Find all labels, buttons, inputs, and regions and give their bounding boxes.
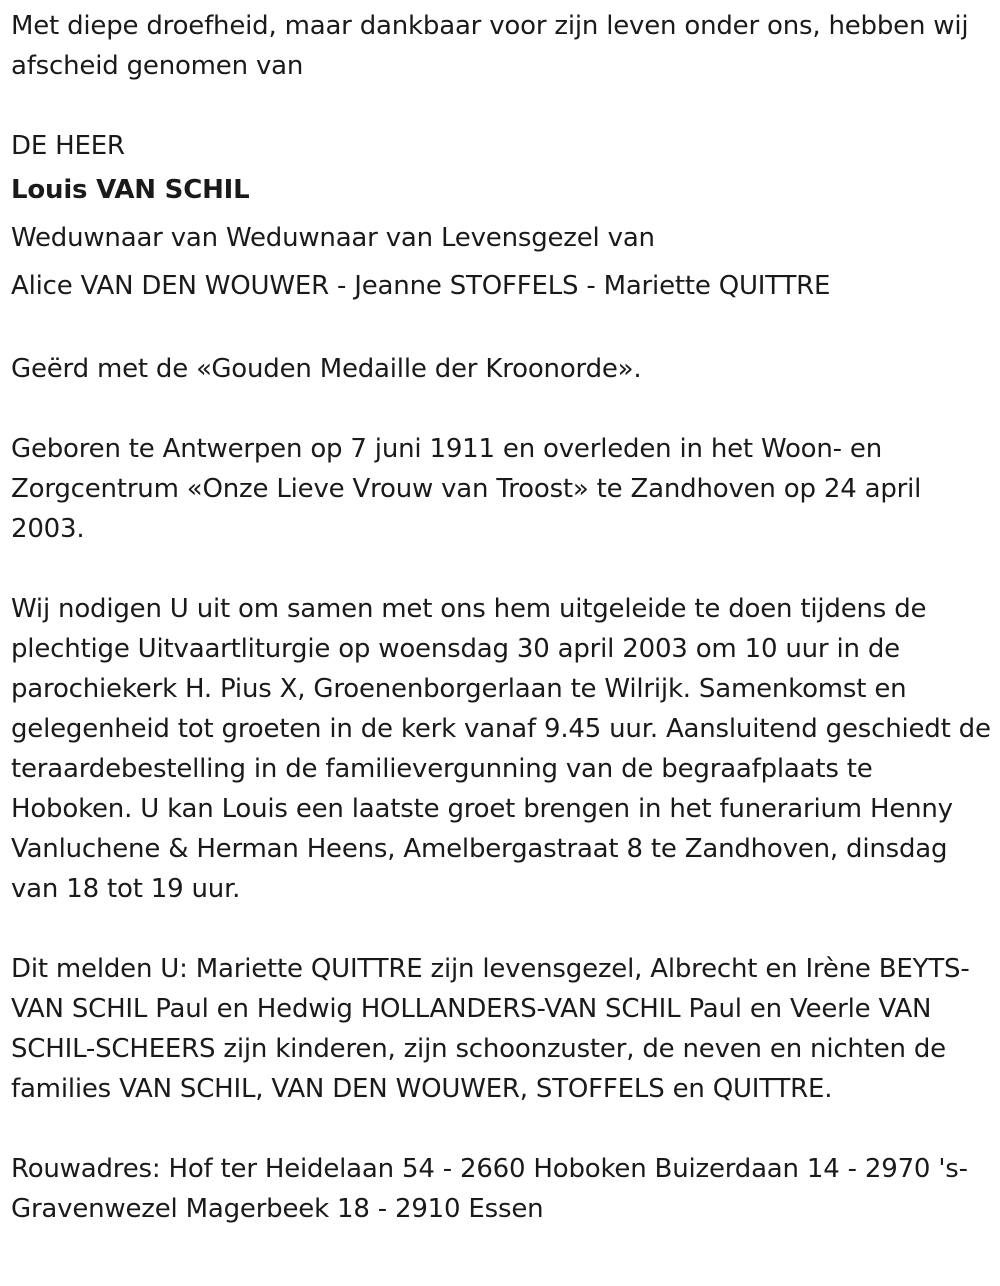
ceremony-paragraph: Wij nodigen U uit om samen met ons hem uitgeleide te doen tijdens de plechtige Uitvaartliturgie op woensdag 30 april 2003 om 10 uur in de parochiekerk H. Pius X, Groenenborgerlaan te Wilrijk. Samenkomst en gelegenheid tot groeten in de kerk vanaf 9.45 uur. Aansluitend geschiedt de teraardebestelling in de familievergunning van de begraafplaats te Hoboken. U kan Louis een laatste groet brengen in het funerarium Henny Vanluchene & Herman Heens, Amelbergastraat 8 te Zandhoven, dinsdag van 18 tot 19 uur.: [11, 594, 991, 904]
birth-death-paragraph: Geboren te Antwerpen op 7 juni 1911 en overleden in het Woon- en Zorgcentrum «Onze Lieve Vrouw van Troost» te Zandhoven op 24 april 2003.: [11, 434, 922, 544]
relation-line-2: Alice VAN DEN WOUWER - Jeanne STOFFELS - Mariette QUITTRE: [11, 271, 831, 301]
honor-paragraph: Geërd met de «Gouden Medaille der Kroonorde».: [11, 354, 642, 384]
honorific-title: DE HEER: [11, 131, 125, 161]
obituary-notice: [11, 6, 996, 1229]
spacer: [11, 909, 996, 949]
announcers-paragraph: Dit melden U: Mariette QUITTRE zijn levensgezel, Albrecht en Irène BEYTS-VAN SCHIL Paul en Hedwig HOLLANDERS-VAN SCHIL Paul en Veerle VAN SCHIL-SCHEERS zijn kinderen, zijn schoonzuster, de neven en nichten de families VAN SCHIL, VAN DEN WOUWER, STOFFELS en QUITTRE.: [11, 954, 970, 1104]
spacer: [11, 549, 996, 589]
spacer: [11, 1109, 996, 1149]
spacer: [11, 310, 996, 349]
deceased-name: Louis VAN SCHIL: [11, 175, 250, 205]
spacer: [11, 389, 996, 429]
relation-line-1: Weduwnaar van Weduwnaar van Levensgezel van: [11, 223, 655, 253]
address-paragraph: Rouwadres: Hof ter Heidelaan 54 - 2660 Hoboken Buizerdaan 14 - 2970 's-Gravenwezel Magerbeek 18 - 2910 Essen: [11, 1154, 968, 1224]
spacer: [11, 86, 996, 126]
intro-paragraph: Met diepe droefheid, maar dankbaar voor zijn leven onder ons, hebben wij afscheid genomen van: [11, 11, 969, 81]
